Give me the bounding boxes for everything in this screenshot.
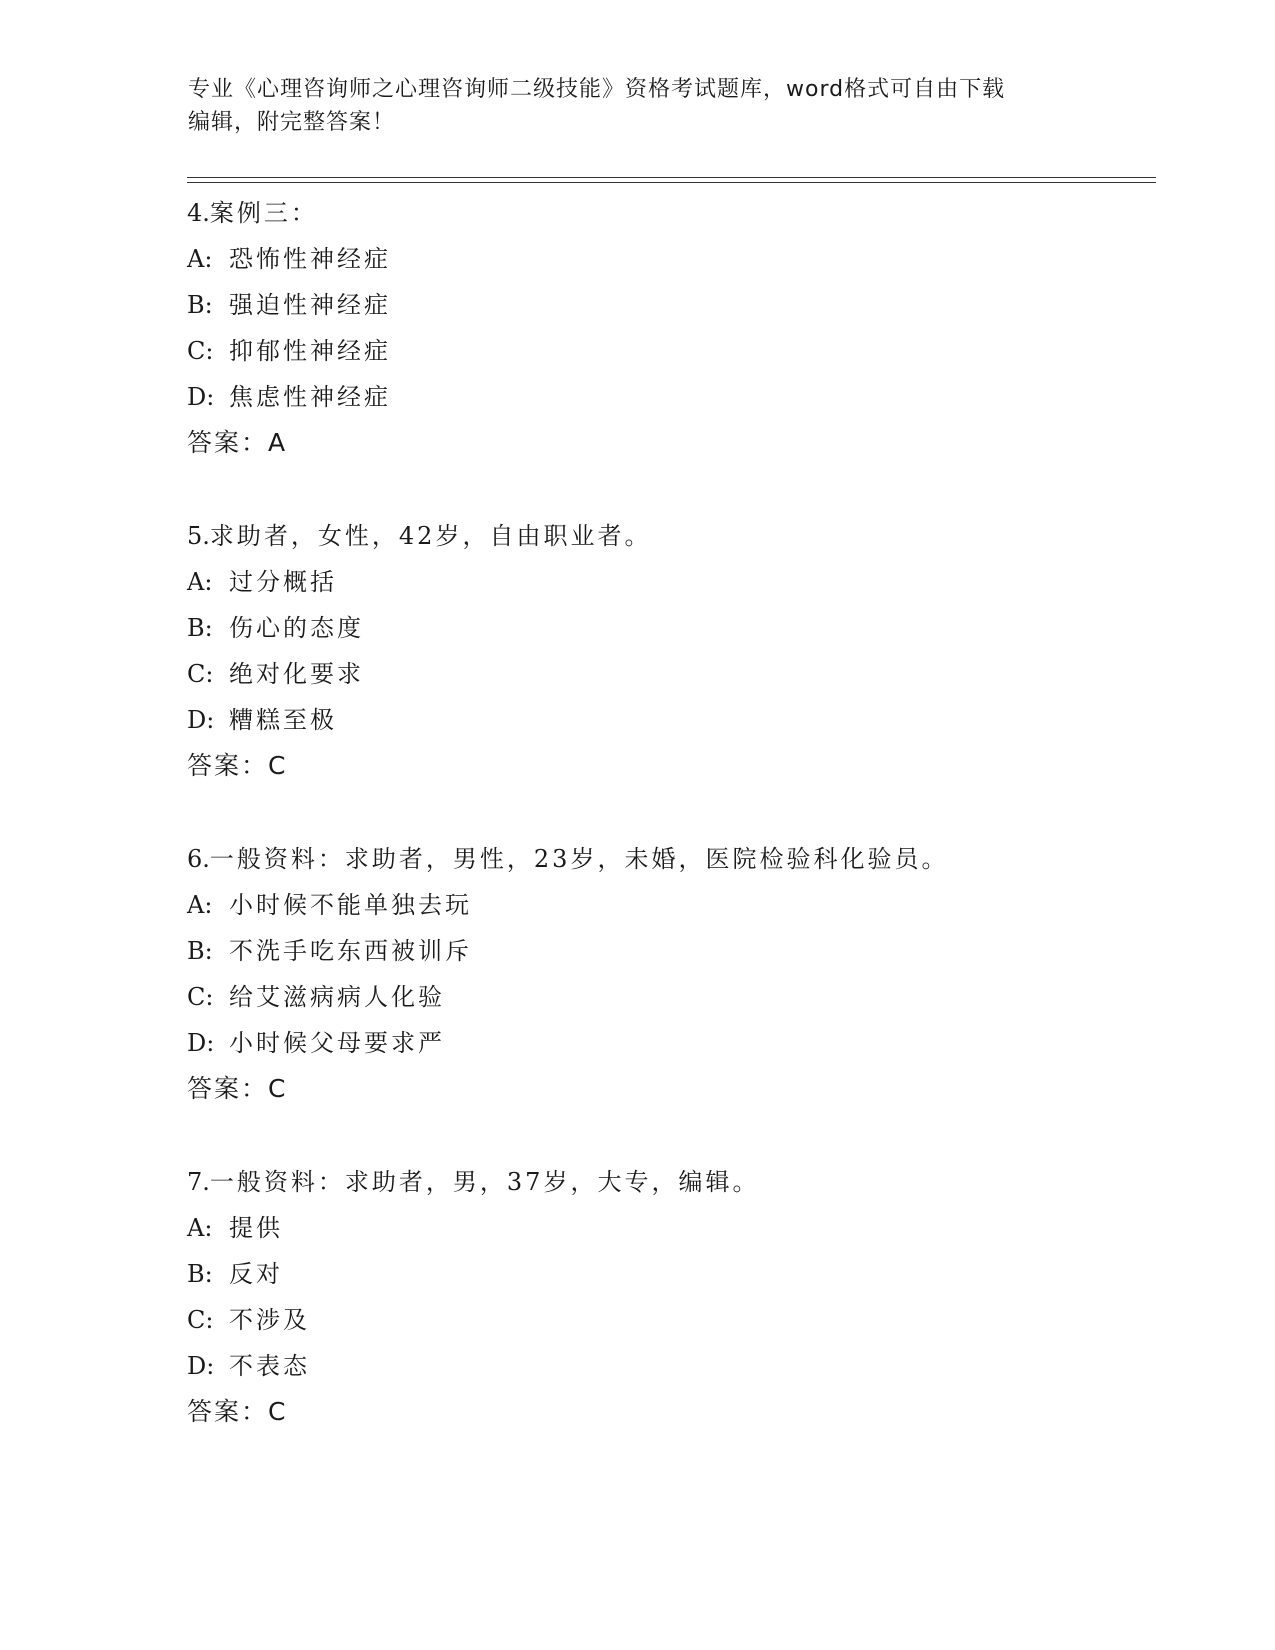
option-text: 伤心的态度 <box>229 614 364 642</box>
option-c <box>187 1297 1147 1343</box>
option-letter: A: <box>187 1214 213 1242</box>
option-letter: D: <box>187 1352 215 1380</box>
option-letter: B: <box>187 291 213 319</box>
question-5 <box>187 513 1147 789</box>
question-text: 一般资料：求助者，男性，23岁，未婚，医院检验科化验员。 <box>209 845 949 873</box>
answer-line: 答案：C <box>187 751 288 780</box>
option-text: 抑郁性神经症 <box>229 337 391 365</box>
option-c <box>187 974 1147 1020</box>
question-number: 7. <box>187 1168 210 1196</box>
option-text: 绝对化要求 <box>229 660 364 688</box>
option-text: 小时候父母要求严 <box>229 1029 445 1057</box>
option-letter: C: <box>187 660 214 688</box>
option-b <box>187 605 1147 651</box>
option-b <box>187 928 1147 974</box>
question-stem <box>187 836 1147 882</box>
option-text: 恐怖性神经症 <box>229 245 391 273</box>
question-text: 一般资料：求助者，男，37岁，大专，编辑。 <box>209 1168 760 1196</box>
document-header <box>188 73 1088 139</box>
option-a <box>187 559 1147 605</box>
option-text: 不涉及 <box>229 1306 310 1334</box>
question-7 <box>187 1159 1147 1435</box>
option-b <box>187 282 1147 328</box>
option-letter: D: <box>187 1029 215 1057</box>
option-letter: C: <box>187 983 214 1011</box>
question-number: 6. <box>187 845 210 873</box>
header-divider-bottom <box>187 182 1156 183</box>
option-letter: A: <box>187 568 213 596</box>
option-a <box>187 1205 1147 1251</box>
option-letter: C: <box>187 1306 214 1334</box>
option-letter: A: <box>187 245 213 273</box>
option-a <box>187 882 1147 928</box>
header-line-2: 编辑，附完整答案！ <box>188 110 396 135</box>
answer-line: 答案：A <box>187 428 288 457</box>
option-letter: A: <box>187 891 213 919</box>
question-text: 案例三： <box>209 199 318 227</box>
option-d <box>187 697 1147 743</box>
option-text: 提供 <box>229 1214 283 1242</box>
option-letter: D: <box>187 383 215 411</box>
option-text: 反对 <box>229 1260 283 1288</box>
option-b <box>187 1251 1147 1297</box>
option-text: 不表态 <box>229 1352 310 1380</box>
question-list <box>187 190 1147 1482</box>
option-text: 强迫性神经症 <box>229 291 391 319</box>
option-text: 给艾滋病病人化验 <box>229 983 445 1011</box>
option-letter: B: <box>187 1260 213 1288</box>
question-stem <box>187 1159 1147 1205</box>
option-letter: C: <box>187 337 214 365</box>
question-stem <box>187 190 1147 236</box>
option-c <box>187 328 1147 374</box>
option-text: 不洗手吃东西被训斥 <box>229 937 472 965</box>
option-a <box>187 236 1147 282</box>
question-text: 求助者，女性，42岁，自由职业者。 <box>209 522 652 550</box>
option-letter: D: <box>187 706 215 734</box>
option-d <box>187 1343 1147 1389</box>
answer-line: 答案：C <box>187 1074 288 1103</box>
option-letter: B: <box>187 614 213 642</box>
question-4 <box>187 190 1147 466</box>
option-letter: B: <box>187 937 213 965</box>
question-number: 5. <box>187 522 210 550</box>
option-d <box>187 374 1147 420</box>
option-c <box>187 651 1147 697</box>
option-text: 糟糕至极 <box>229 706 337 734</box>
option-text: 小时候不能单独去玩 <box>229 891 472 919</box>
option-text: 焦虑性神经症 <box>229 383 391 411</box>
header-line-1: 专业《心理咨询师之心理咨询师二级技能》资格考试题库，word格式可自由下载 <box>188 77 1006 102</box>
option-text: 过分概括 <box>229 568 337 596</box>
question-stem <box>187 513 1147 559</box>
option-d <box>187 1020 1147 1066</box>
question-6 <box>187 836 1147 1112</box>
header-divider-top <box>187 177 1156 178</box>
question-number: 4. <box>187 199 210 227</box>
answer-line: 答案：C <box>187 1397 288 1426</box>
